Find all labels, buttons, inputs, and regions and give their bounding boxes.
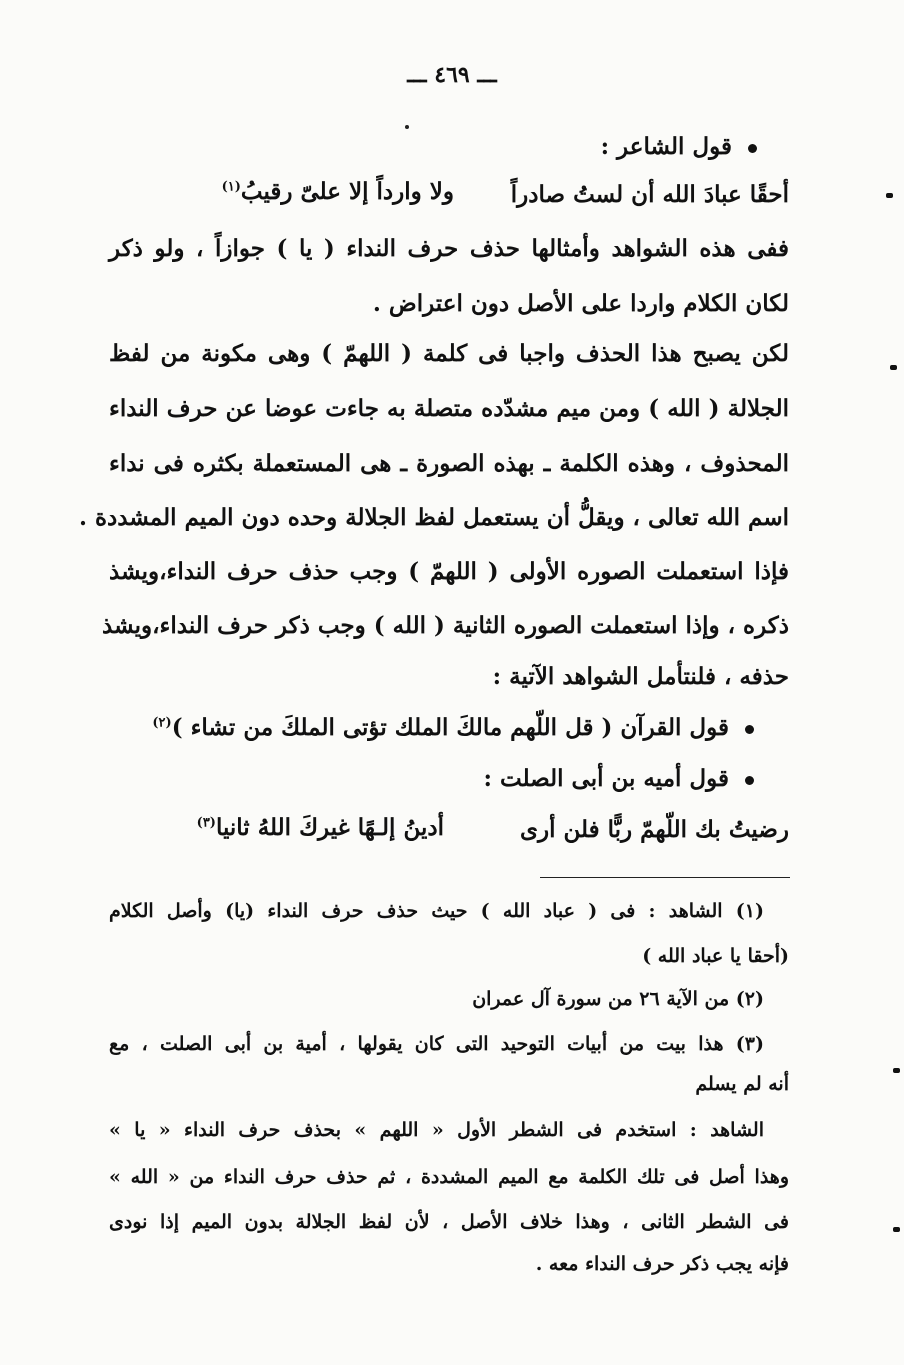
- bullet-icon: [745, 725, 754, 734]
- para1-line-1: ففى هذه الشواهد وأمثالها حذف حرف النداء ( يا ) جوازاً ، ولو ذكر: [109, 235, 789, 262]
- shahid-line-3: فى الشطر الثانى ، وهذا خلاف الأصل ، لأن لفظ الجلالة بدون الميم إذا نودى: [109, 1211, 789, 1233]
- para3-line-3: حذفه ، فلنتأمل الشواهد الآتية :: [492, 663, 789, 690]
- verse1-left-text: ولا وارداً إلا علىّ رقيبُ: [240, 178, 454, 205]
- bullet-umayya-text: قول أميه بن أبى الصلت :: [483, 765, 729, 792]
- footnote-ref-1[interactable]: (١): [221, 179, 241, 195]
- footnote-1-line-2: (أحقا يا عباد الله ): [642, 945, 789, 967]
- bullet-quran: [152, 716, 754, 739]
- margin-mark: [893, 1068, 900, 1073]
- verse1-left-hemistich: [222, 180, 454, 203]
- footnote-3-line-1: (٣) هذا بيت من أبيات التوحيد التى كان يقولها ، أمية بن أبى الصلت ، مع: [109, 1033, 764, 1055]
- margin-mark: [893, 1227, 900, 1232]
- margin-mark: [886, 193, 893, 198]
- verse2-right-hemistich: [520, 818, 789, 841]
- bullet-icon: [745, 776, 754, 785]
- para3-line-1: فإذا استعملت الصوره الأولى ( اللهمّ ) وجب حذف حرف النداء،ويشذ: [109, 558, 789, 585]
- footnote-2: (٢) من الآية ٢٦ من سورة آل عمران: [472, 988, 764, 1010]
- shahid-line-1: الشاهد : استخدم فى الشطر الأول « اللهم » بحذف حرف النداء « يا »: [109, 1119, 764, 1141]
- footnote-ref-3[interactable]: (٣): [196, 815, 216, 831]
- bullet-poet-text: قول الشاعر :: [600, 133, 732, 160]
- para2-line-1: لكن يصبح هذا الحذف واجبا فى كلمة ( اللهمّ ) وهى مكونة من لفظ: [109, 340, 789, 367]
- bullet-quran-text: قول القرآن ( قل اللّهم مالكَ الملك تؤتى الملكَ من تشاء ): [171, 714, 729, 741]
- margin-mark: [890, 365, 897, 370]
- verse1-right-hemistich: [511, 183, 789, 206]
- verse2-right-text: رضيتُ بك اللّهمّ ربًّا فلن أرى: [519, 816, 789, 843]
- bullet-icon: [748, 144, 757, 153]
- verse2-left-hemistich: [197, 816, 444, 839]
- verse2-left-text: أدينُ إلـهًا غيركَ اللهُ ثانيا: [215, 814, 444, 841]
- para3-line-2: ذكره ، وإذا استعملت الصوره الثانية ( الله ) وجب ذكر حرف النداء،ويشذ: [102, 612, 789, 639]
- para2-line-4: اسم الله تعالى ، ويقلُّ أن يستعمل لفظ الجلالة وحده دون الميم المشددة .: [78, 504, 789, 531]
- page-number: ـــ ٤٦٩ ـــ: [407, 62, 497, 88]
- footnote-separator: [540, 877, 790, 878]
- bullet-umayya: [483, 767, 754, 790]
- footnote-ref-2[interactable]: (٢): [152, 715, 172, 731]
- para2-line-2: الجلالة ( الله ) ومن ميم مشدّده متصلة به جاءت عوضا عن حرف النداء: [109, 395, 789, 422]
- para2-line-3: المحذوف ، وهذه الكلمة ـ بهذه الصورة ـ هى المستعملة بكثره فى نداء: [109, 450, 789, 477]
- footnote-3-line-2: أنه لم يسلم: [695, 1073, 789, 1095]
- ink-dot: [405, 125, 409, 129]
- footnote-1-line-1: (١) الشاهد : فى ( عباد الله ) حيث حذف حرف النداء (يا) وأصل الكلام: [109, 900, 764, 922]
- shahid-line-2: وهذا أصل فى تلك الكلمة مع الميم المشددة ، ثم حذف حرف النداء من « الله »: [109, 1166, 789, 1188]
- shahid-line-4: فإنه يجب ذكر حرف النداء معه .: [535, 1253, 789, 1275]
- bullet-poet: [601, 135, 757, 158]
- para1-line-2: لكان الكلام واردا على الأصل دون اعتراض .: [372, 290, 789, 317]
- verse1-right-text: أحقًا عبادَ الله أن لستُ صادراً: [510, 181, 789, 208]
